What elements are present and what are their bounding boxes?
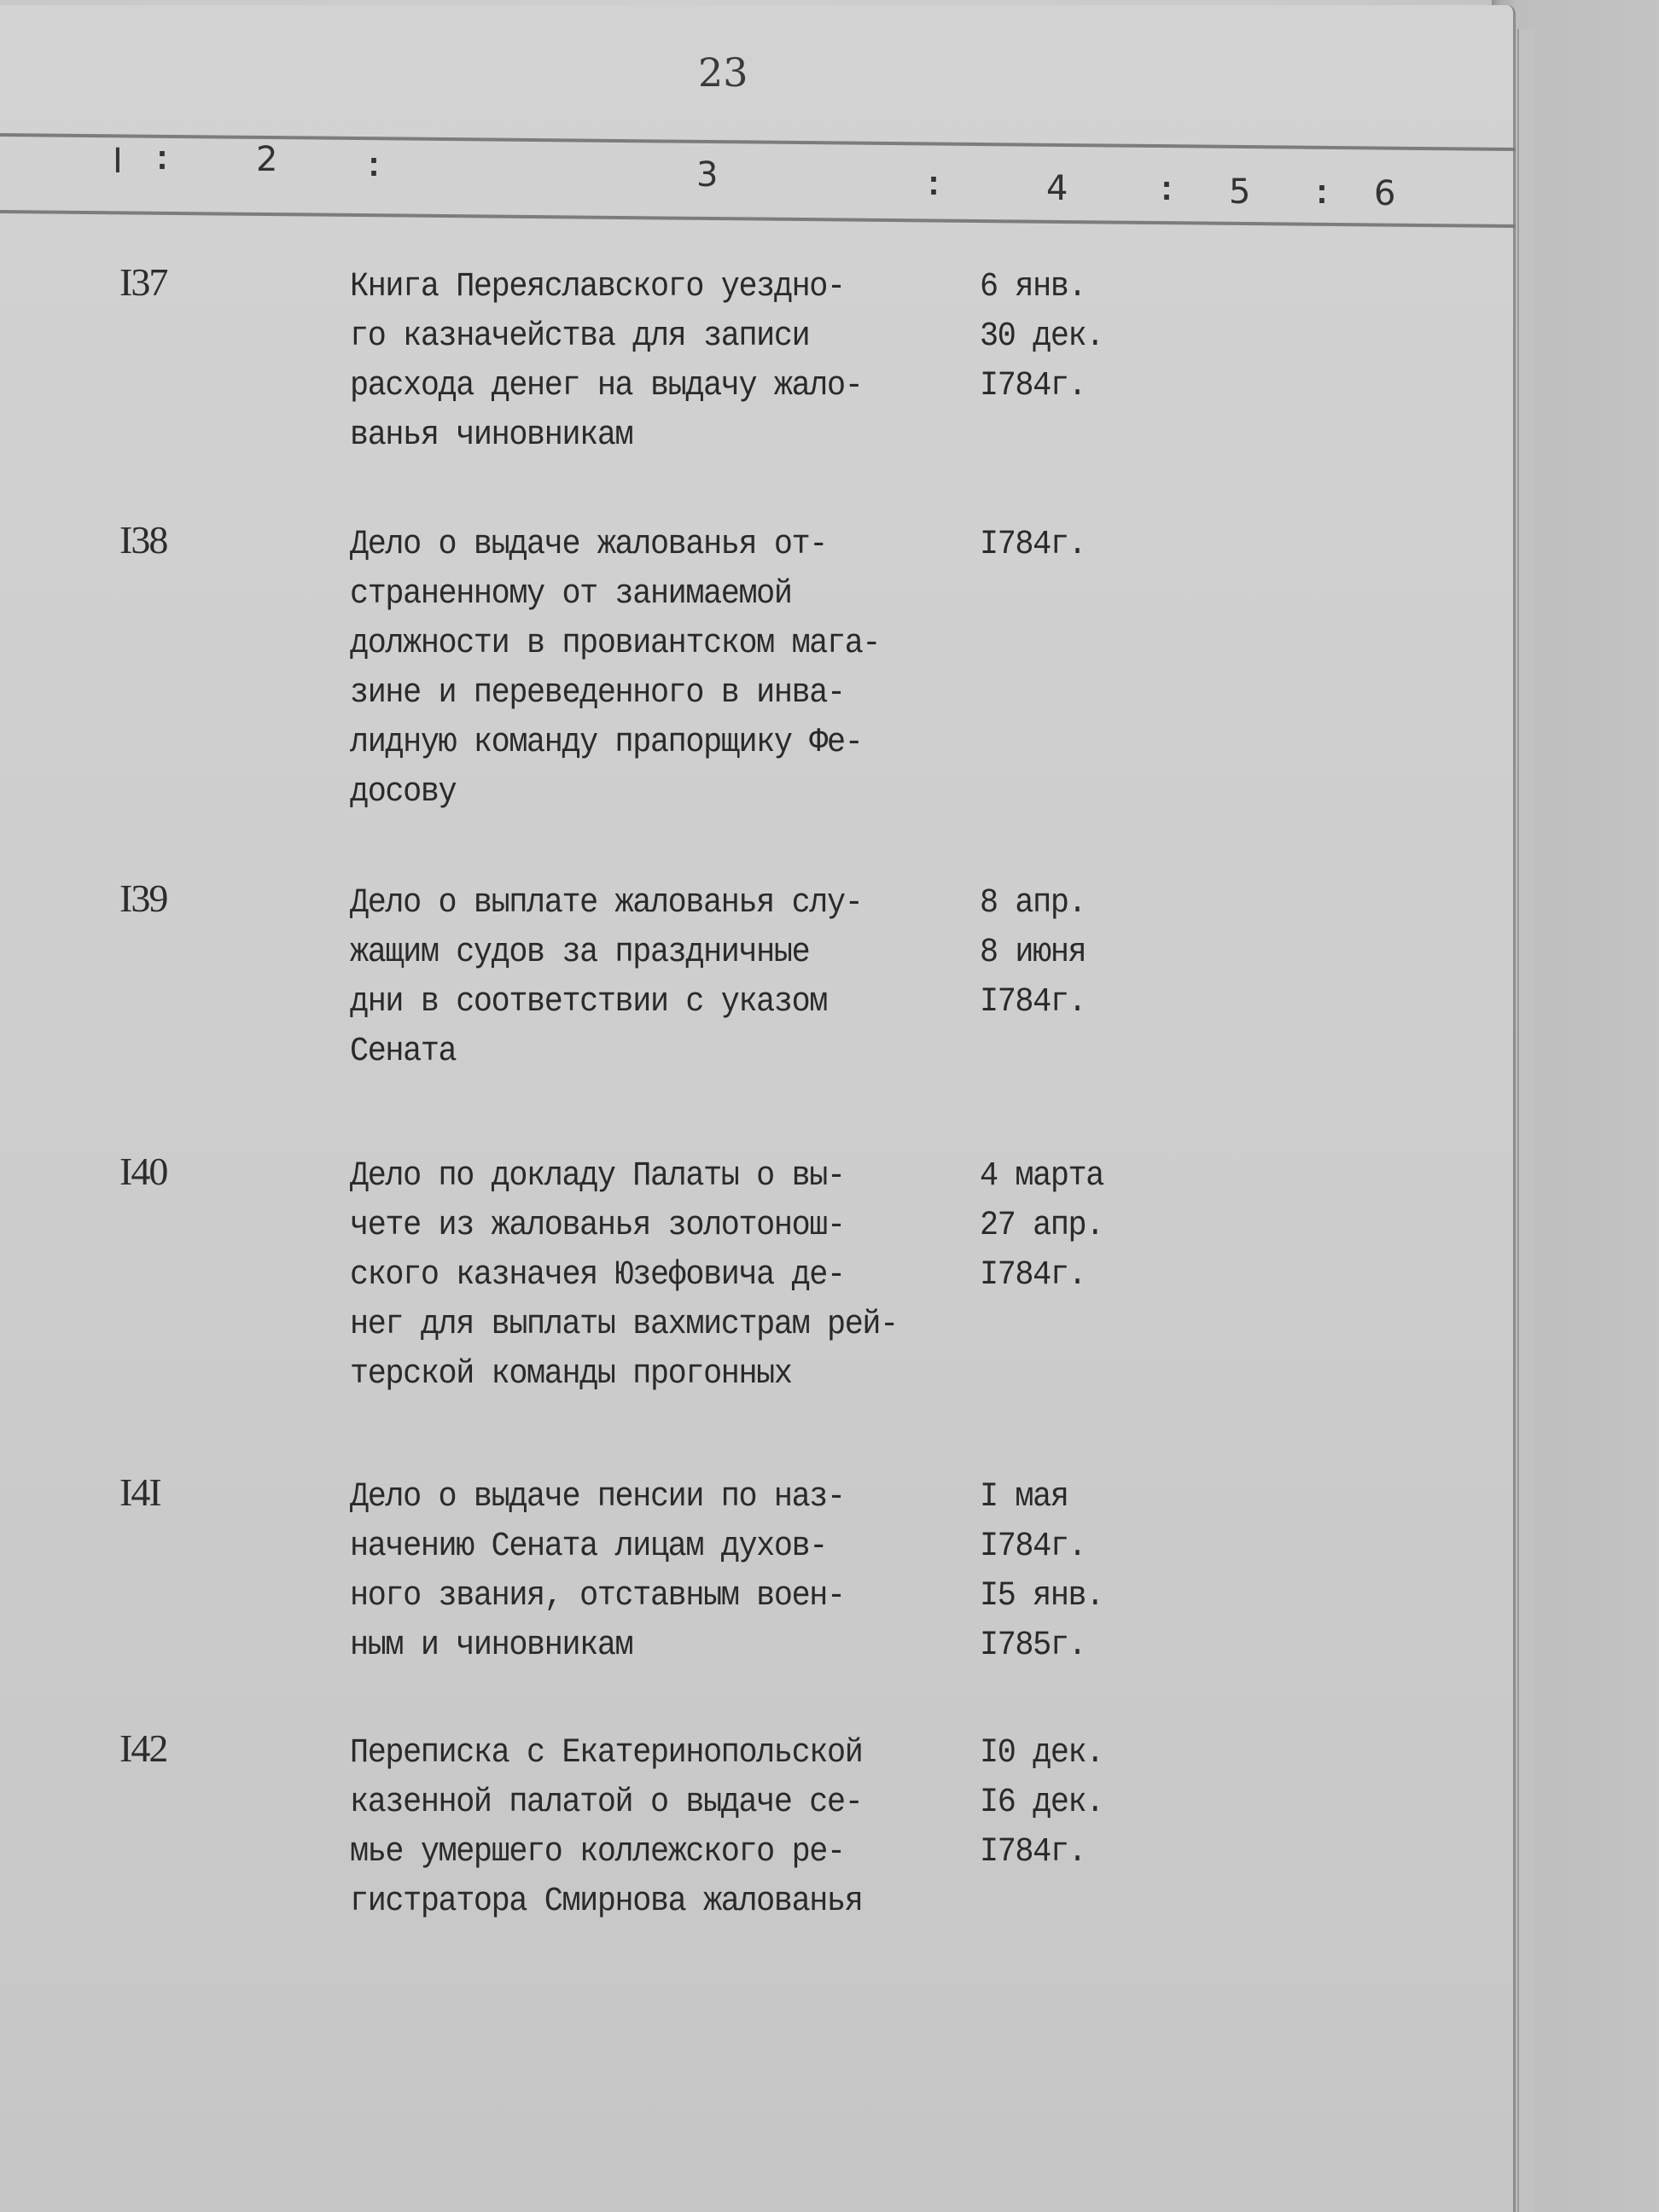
date-line: I784г. (980, 367, 1086, 405)
description-line: расхода денег на выдачу жало- (350, 367, 863, 405)
description-line: досову (350, 773, 457, 812)
description-line: чете из жалованья золотонош- (350, 1207, 845, 1245)
date-line: I785г. (980, 1627, 1086, 1665)
description-line: го казначейства для записи (350, 317, 810, 356)
entry-description (350, 879, 981, 1077)
date-line: 8 июня (980, 934, 1086, 972)
description-line: ского казначея Юзефовича де- (350, 1256, 845, 1295)
date-line: 8 апр. (980, 884, 1086, 923)
entry-number: I42 (119, 1726, 167, 1770)
description-line: Сената (350, 1033, 457, 1071)
entry-description (350, 263, 981, 461)
header-rule-top (0, 133, 1516, 151)
date-line: I784г. (980, 1528, 1086, 1566)
description-line: зине и переведенного в инва- (350, 674, 845, 713)
description-line: лидную команду прапорщику Фе- (350, 724, 863, 762)
description-line: Дело о выдаче пенсии по наз- (350, 1478, 845, 1516)
date-line: I5 янв. (980, 1577, 1103, 1615)
date-line: I6 дек. (980, 1784, 1103, 1822)
column-header-6: 6 (1374, 174, 1396, 213)
column-header-3: 3 (696, 155, 719, 195)
column-header-4: 4 (1046, 169, 1068, 208)
entry-dates (980, 263, 1176, 411)
date-line: I мая (980, 1478, 1068, 1516)
column-header-1: I (113, 142, 123, 181)
entry-description (350, 1729, 981, 1927)
column-separator: : (923, 167, 945, 206)
entry-description (350, 1152, 981, 1400)
description-line: мье умершего коллежского ре- (350, 1833, 845, 1871)
page-number: 23 (698, 49, 748, 96)
description-line: Книга Переяславского уездно- (350, 268, 845, 306)
column-header-2: 2 (256, 140, 278, 179)
description-line: ванья чиновникам (350, 416, 633, 455)
entry-number: I39 (119, 876, 167, 920)
description-line: дни в соответствии с указом (350, 983, 828, 1022)
date-line: I784г. (980, 1256, 1086, 1295)
column-separator: : (364, 148, 385, 187)
column-header-5: 5 (1229, 172, 1251, 212)
date-line: I784г. (980, 526, 1086, 564)
entry-description (350, 1473, 981, 1671)
date-line: 4 марта (980, 1157, 1103, 1196)
description-line: должности в провиантском мага- (350, 625, 881, 663)
description-line: нег для выплаты вахмистрам рей- (350, 1306, 898, 1344)
description-line: Дело по докладу Палаты о вы- (350, 1157, 845, 1196)
entry-dates (980, 1152, 1176, 1301)
description-line: жащим судов за праздничные (350, 934, 810, 972)
date-line: I784г. (980, 983, 1086, 1022)
date-line: I784г. (980, 1833, 1086, 1871)
underlying-sheet (1517, 29, 1534, 2212)
header-rule-bottom (0, 210, 1516, 228)
entry-dates (980, 879, 1176, 1027)
description-line: гистратора Смирнова жалованья (350, 1883, 863, 1921)
description-line: Переписка с Екатеринопольской (350, 1734, 863, 1773)
description-line: ного звания, отставным воен- (350, 1577, 845, 1615)
entry-number: I37 (119, 260, 167, 304)
entry-number: I38 (119, 518, 167, 562)
entry-dates (980, 1729, 1176, 1877)
entry-number: I40 (119, 1150, 167, 1193)
document-page (0, 5, 1516, 2212)
entry-dates (980, 1473, 1176, 1671)
date-line: 30 дек. (980, 317, 1103, 356)
column-separator: : (1156, 172, 1178, 211)
description-line: страненному от занимаемой (350, 575, 792, 614)
entry-description (350, 521, 981, 818)
entry-dates (980, 521, 1176, 570)
date-line: 27 апр. (980, 1207, 1103, 1245)
description-line: Дело о выдаче жалованья от- (350, 526, 828, 564)
date-line: I0 дек. (980, 1734, 1103, 1773)
entry-number: I4I (119, 1470, 160, 1514)
column-separator: : (1312, 176, 1333, 214)
description-line: казенной палатой о выдаче се- (350, 1784, 863, 1822)
description-line: терской команды прогонных (350, 1355, 792, 1394)
column-separator: : (152, 142, 173, 180)
description-line: Дело о выплате жалованья слу- (350, 884, 863, 923)
date-line: 6 янв. (980, 268, 1086, 306)
description-line: начению Сената лицам духов- (350, 1528, 828, 1566)
description-line: ным и чиновникам (350, 1627, 633, 1665)
